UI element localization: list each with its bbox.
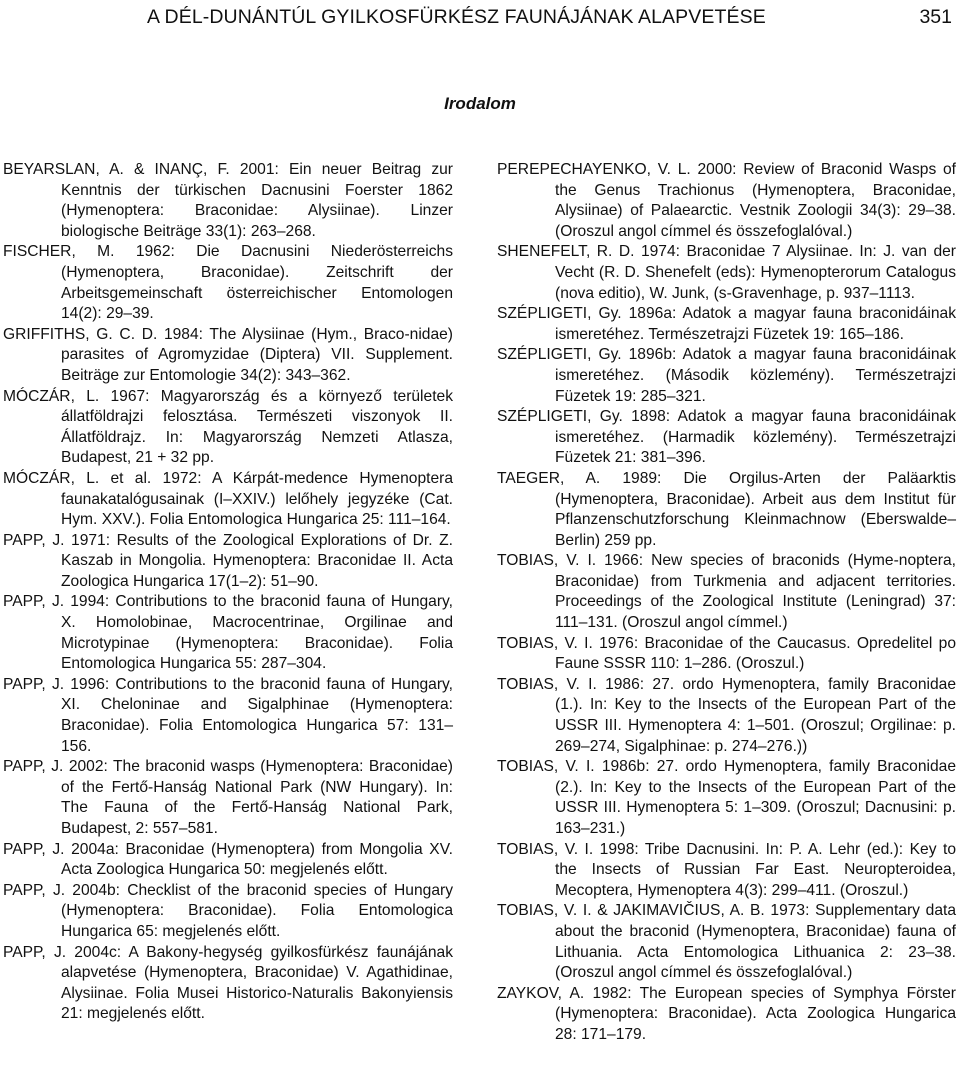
reference-entry: BEYARSLAN, A. & INANÇ, F. 2001: Ein neuer Beitrag zur Kenntnis der türkischen Dacnusini Foerster 1862 (Hymenoptera: Braconidae: Alysiinae). Linzer biologische Beiträge 33(1): 263–268. [3,161,453,240]
reference-entry: PAPP, J. 1971: Results of the Zoological Explorations of Dr. Z. Kaszab in Mongolia. Hymenoptera: Braconidae II. Acta Zoologica Hungarica 17(1–2): 51–90. [3,531,453,590]
reference-entry: PAPP, J. 1994: Contributions to the braconid fauna of Hungary, X. Homolobinae, Macrocentrinae, Orgilinae and Microtypinae (Hymenoptera: Braconidae). Folia Entomologica Hungarica 55: 287–304. [3,593,453,673]
reference-entry: MÓCZÁR, L. et al. 1972: A Kárpát-medence Hymenoptera faunakatalógusainak (I–XXIV.) lelőhely jegyzéke (Cat. Hym. XXV.). Folia Entomologica Hungarica 25: 111–164. [3,469,453,529]
reference-entry: TOBIAS, V. I. 1986: 27. ordo Hymenoptera, family Braconidae (1.). In: Key to the Insects of the European Part of the USSR III. Hymenoptera 4: 1–501. (Oroszul; Orgilinae: p. 269–274, Sigalphinae: p. 274–276.)) [497,675,956,755]
reference-entry: TOBIAS, V. I. 1976: Braconidae of the Caucasus. Opredelitel po Faune SSSR 110: 1–286. (Oroszul.) [497,634,956,673]
reference-entry: SHENEFELT, R. D. 1974: Braconidae 7 Alysiinae. In: J. van der Vecht (R. D. Shenefelt (eds): Hymenopterorum Catalogus (nova editio), W. Junk, (s-Gravenhage, p. 937–1113. [497,243,956,302]
reference-entry: SZÉPLIGETI, Gy. 1896b: Adatok a magyar fauna braconidáinak ismeretéhez. (Második közlemény). Természetrajzi Füzetek 19: 285–321. [497,346,956,405]
reference-entry: TOBIAS, V. I. & JAKIMAVIČIUS, A. B. 1973: Supplementary data about the braconid (Hymenoptera, Braconidae) fauna of Lithuania. Acta Entomologica Lithuanica 2: 23–38. (Oroszul angol címmel és összefoglalóval.) [497,902,956,982]
reference-entry: SZÉPLIGETI, Gy. 1898: Adatok a magyar fauna braconidáinak ismeretéhez. (Harmadik közlemény). Természetrajzi Füzetek 21: 381–396. [497,408,956,467]
reference-entry: PEREPECHAYENKO, V. L. 2000: Review of Braconid Wasps of the Genus Trachionus (Hymenoptera, Braconidae, Alysiinae) of Palaearctic. Vestnik Zoologii 34(3): 29–38. (Oroszul angol címmel és összefoglalóval.) [497,161,956,240]
reference-entry: PAPP, J. 2004b: Checklist of the braconid species of Hungary (Hymenoptera: Braconidae). Folia Entomologica Hungarica 65: megjelenés előtt. [3,881,453,940]
reference-entry: PAPP, J. 2004c: A Bakony-hegység gyilkosfürkész faunájának alapvetése (Hymenoptera, Braconidae) V. Agathidinae, Alysiinae. Folia Musei Historico-Naturalis Bakonyiensis 21: megjelenés előtt. [3,943,453,1023]
reference-entry: TOBIAS, V. I. 1998: Tribe Dacnusini. In: P. A. Lehr (ed.): Key to the Insects of Russian Far East. Neuropteroidea, Mecoptera, Hymenoptera 4(3): 299–411. (Oroszul.) [497,840,956,899]
reference-entry: TOBIAS, V. I. 1966: New species of braconids (Hyme-noptera, Braconidae) from Turkmenia and adjacent territories. Proceedings of the Zoological Institute (Leningrad) 37: 111–131. (Oroszul angol címmel.) [497,552,956,632]
reference-entry: PAPP, J. 1996: Contributions to the braconid fauna of Hungary, XI. Cheloninae and Sigalphinae (Hymenoptera: Braconidae). Folia Entomologica Hungarica 57: 131–156. [3,675,453,755]
reference-entry: TAEGER, A. 1989: Die Orgilus-Arten der Paläarktis (Hymenoptera, Braconidae). Arbeit aus dem Institut für Pflanzenschutzforschung Kleinmachnow (Eberswalde–Berlin) 259 pp. [497,469,956,549]
running-header [0,6,960,32]
reference-entry: ZAYKOV, A. 1982: The European species of Symphya Förster (Hymenoptera: Braconidae). Acta Zoologica Hungarica 28: 171–179. [497,984,956,1043]
page-number: 351 [919,6,952,28]
reference-entry: FISCHER, M. 1962: Die Dacnusini Niederösterreichs (Hymenoptera, Braconidae). Zeitschrift der Arbeitsgemeinschaft österreichischer Entomologen 14(2): 29–39. [3,243,453,323]
running-title: A DÉL-DUNÁNTÚL GYILKOSFÜRKÉSZ FAUNÁJÁNAK ALAPVETÉSE [147,6,766,28]
reference-column-left [3,160,453,1025]
reference-entry: GRIFFITHS, G. C. D. 1984: The Alysiinae (Hym., Braco-nidae) parasites of Agromyzidae (Diptera) VII. Supplement. Beiträge zur Entomologie 34(2): 343–362. [3,325,453,384]
section-title: Irodalom [444,94,516,113]
reference-entry: TOBIAS, V. I. 1986b: 27. ordo Hymenoptera, family Braconidae (2.). In: Key to the Insects of the European Part of the USSR III. Hymenoptera 5: 1–309. (Oroszul; Dacnusini: p. 163–231.) [497,758,956,837]
reference-column-right [497,160,956,1046]
reference-entry: PAPP, J. 2004a: Braconidae (Hymenoptera) from Mongolia XV. Acta Zoologica Hungarica 50: megjelenés előtt. [3,840,453,879]
reference-entry: PAPP, J. 2002: The braconid wasps (Hymenoptera: Braconidae) of the Fertő-Hanság National Park (NW Hungary). In: The Fauna of the Fertő-Hanság National Park, Budapest, 2: 557–581. [3,758,453,837]
reference-entry: SZÉPLIGETI, Gy. 1896a: Adatok a magyar fauna braconidáinak ismeretéhez. Természetrajzi Füzetek 19: 165–186. [497,305,956,343]
reference-entry: MÓCZÁR, L. 1967: Magyarország és a környező területek állatföldrajzi felosztása. Természeti viszonyok II. Állatföldrajz. In: Magyarország Nemzeti Atlasza, Budapest, 21 + 32 pp. [3,387,453,467]
